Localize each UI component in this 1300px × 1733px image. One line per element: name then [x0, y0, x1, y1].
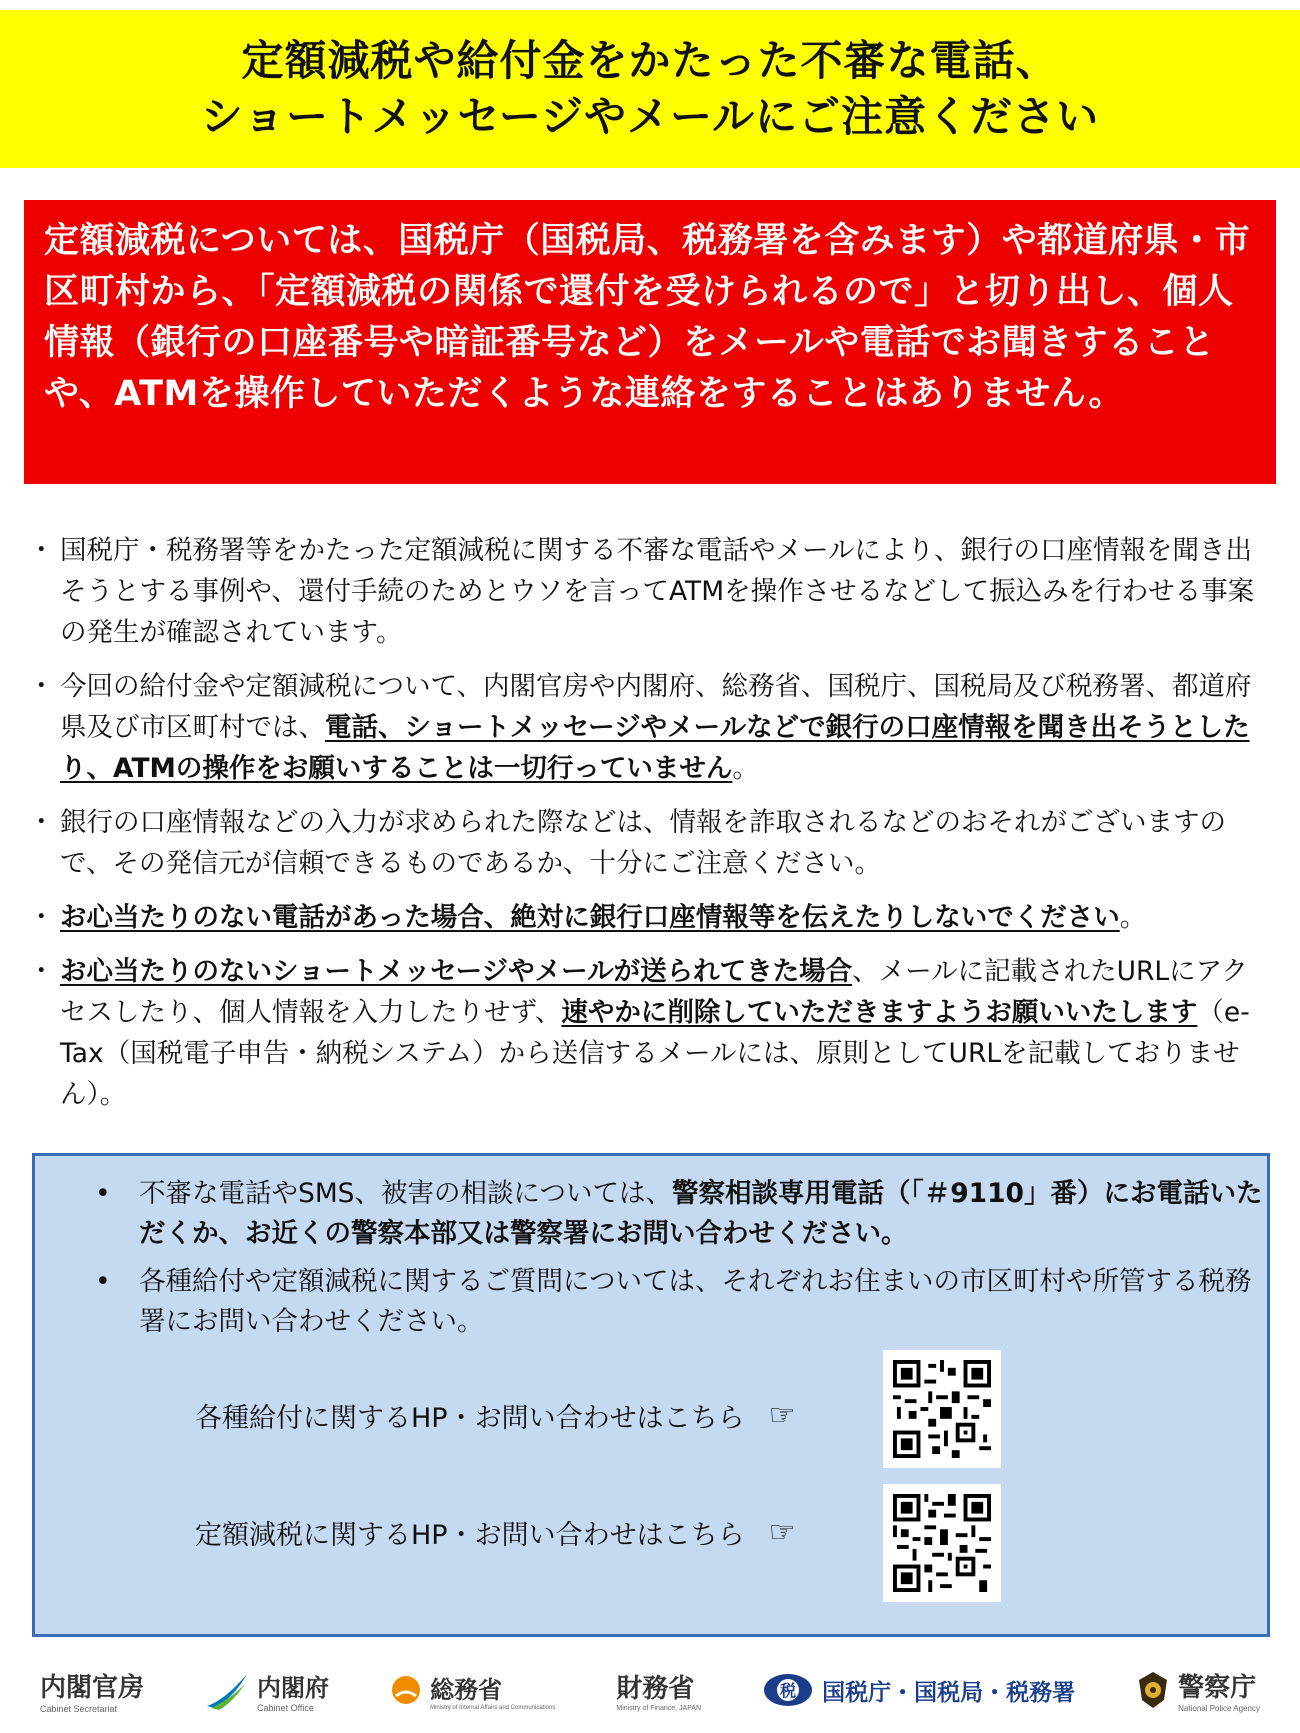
- npa-logo: [1136, 1667, 1260, 1713]
- qr-code-icon: [893, 1494, 991, 1592]
- police-badge-icon: [1136, 1670, 1170, 1710]
- pointing-hand-icon: ☞: [768, 1398, 796, 1433]
- mof-en: Ministry of Finance, JAPAN: [616, 1705, 702, 1712]
- info-item-police: [95, 1174, 1265, 1254]
- cabinet-office-logo: [205, 1668, 329, 1713]
- cabinet-secretariat-name: 内閣官房: [40, 1672, 145, 1703]
- list-item: [24, 802, 1274, 884]
- agency-logo-footer: [0, 1655, 1300, 1725]
- cabinet-office-emblem-icon: [205, 1670, 249, 1710]
- mic-emblem-icon: [390, 1674, 422, 1706]
- title-line-1: 定額減税や給付金をかたった不審な電話、: [241, 36, 1059, 85]
- info-emphasis: 警察相談専用電話（「＃9110」番）にお電話いただくか、お近くの警察本部又は警察署にお問い合わせください。: [139, 1178, 1263, 1249]
- bullet-dot: •: [95, 1178, 111, 1209]
- bullet-list: [24, 530, 1274, 1128]
- cabinet-secretariat-logo: [40, 1667, 144, 1714]
- tax-reduction-qr-code[interactable]: [883, 1484, 1001, 1602]
- mic-en: Ministry of Internal Affairs and Communications: [430, 1704, 556, 1711]
- alert-box: [24, 200, 1276, 484]
- bullet-text-end: 。: [1119, 902, 1147, 933]
- bullet-dot: •: [95, 1266, 111, 1297]
- bullet-dot: ・: [28, 902, 55, 933]
- nta-name: 国税庁・国税局・税務署: [822, 1679, 1076, 1706]
- pointing-hand-icon: ☞: [768, 1515, 796, 1550]
- title-banner: [0, 10, 1300, 168]
- bullet-emphasis: お心当たりのない電話があった場合、絶対に銀行口座情報等を伝えたりしないでください: [60, 902, 1120, 933]
- list-item: [24, 530, 1274, 653]
- title-line-2: ショートメッセージやメールにご注意ください: [200, 92, 1100, 141]
- qr-code-icon: [893, 1360, 991, 1458]
- nta-emblem-icon: [762, 1672, 814, 1708]
- list-item: [24, 666, 1274, 789]
- cabinet-office-name: 内閣府: [257, 1672, 330, 1702]
- bullet-dot: ・: [28, 535, 55, 566]
- bullet-text-end: 。: [732, 753, 759, 784]
- list-item: [24, 897, 1274, 938]
- bullet-emphasis: 電話、ショートメッセージやメールなどで銀行の口座情報を聞き出そうとしたり、ATMの操作をお願いすることは一切行っていません: [60, 712, 1250, 784]
- bullet-text: 、メールに記載されたURLにアクセスしたり、個人情報を入力したりせず、: [60, 956, 1248, 1028]
- info-text: 不審な電話やSMS、被害の相談については、: [139, 1178, 672, 1209]
- list-item: [24, 951, 1274, 1115]
- tax-reduction-link-row[interactable]: [195, 1513, 796, 1552]
- bullet-text: 今回の給付金や定額減税について、内閣官房や内閣府、総務省、国税庁、国税局及び税務署、都道府県及び市区町村では、: [60, 671, 1252, 743]
- mof-name: 財務省: [616, 1674, 695, 1704]
- alert-text: 定額減税については、国税庁（国税局、税務署を含みます）や都道府県・市区町村から、「定額減税の関係で還付を受けられるので」と切り出し、個人情報（銀行の口座番号や暗証番号など）をメールや電話でお聞きすることや、ATMを操作していただくような連絡をすることはありません。: [44, 221, 1251, 414]
- bullet-text: 銀行の口座情報などの入力が求められた際などは、情報を詐取されるなどのおそれがございますので、その発信元が信頼できるものであるか、十分にご注意ください。: [60, 807, 1226, 879]
- bullet-dot: ・: [28, 671, 55, 702]
- nta-mark: 税: [780, 1681, 797, 1700]
- bullet-emphasis: 速やかに削除していただきますようお願いいたします: [561, 997, 1198, 1028]
- bullet-dot: ・: [28, 807, 55, 838]
- bullet-emphasis: お心当たりのないショートメッセージやメールが送られてきた場合: [60, 956, 853, 987]
- bullet-text-end: （e-Tax（国税電子申告・納税システム）から送信するメールには、原則としてURLを記載しておりません）。: [60, 997, 1250, 1110]
- tax-reduction-link-label[interactable]: 定額減税に関するHP・お問い合わせはこちら: [195, 1520, 745, 1551]
- info-item-inquiries: [95, 1262, 1265, 1342]
- bullet-text: 国税庁・税務署等をかたった定額減税に関する不審な電話やメールにより、銀行の口座情報を聞き出そうとする事例や、還付手続のためとウソを言ってATMを操作させるなどして振込みを行わせる事案の発生が確認されています。: [60, 535, 1255, 648]
- mic-name: 総務省: [430, 1674, 503, 1704]
- bullet-dot: ・: [28, 956, 55, 987]
- benefits-qr-code[interactable]: [883, 1350, 1001, 1468]
- benefits-link-row[interactable]: [195, 1396, 796, 1435]
- npa-en: National Police Agency: [1178, 1704, 1260, 1713]
- nta-logo: [762, 1672, 1075, 1708]
- cabinet-secretariat-en: Cabinet Secretariat: [40, 1703, 118, 1714]
- mic-logo: [390, 1670, 555, 1711]
- info-text: 各種給付や定額減税に関するご質問については、それぞれお住まいの市区町村や所管する税務署にお問い合わせください。: [139, 1266, 1252, 1337]
- info-box: [32, 1153, 1270, 1637]
- cabinet-office-en: Cabinet Office: [257, 1702, 314, 1713]
- npa-name: 警察庁: [1178, 1673, 1257, 1703]
- mof-logo: [616, 1668, 701, 1712]
- benefits-link-label[interactable]: 各種給付に関するHP・お問い合わせはこちら: [195, 1403, 745, 1434]
